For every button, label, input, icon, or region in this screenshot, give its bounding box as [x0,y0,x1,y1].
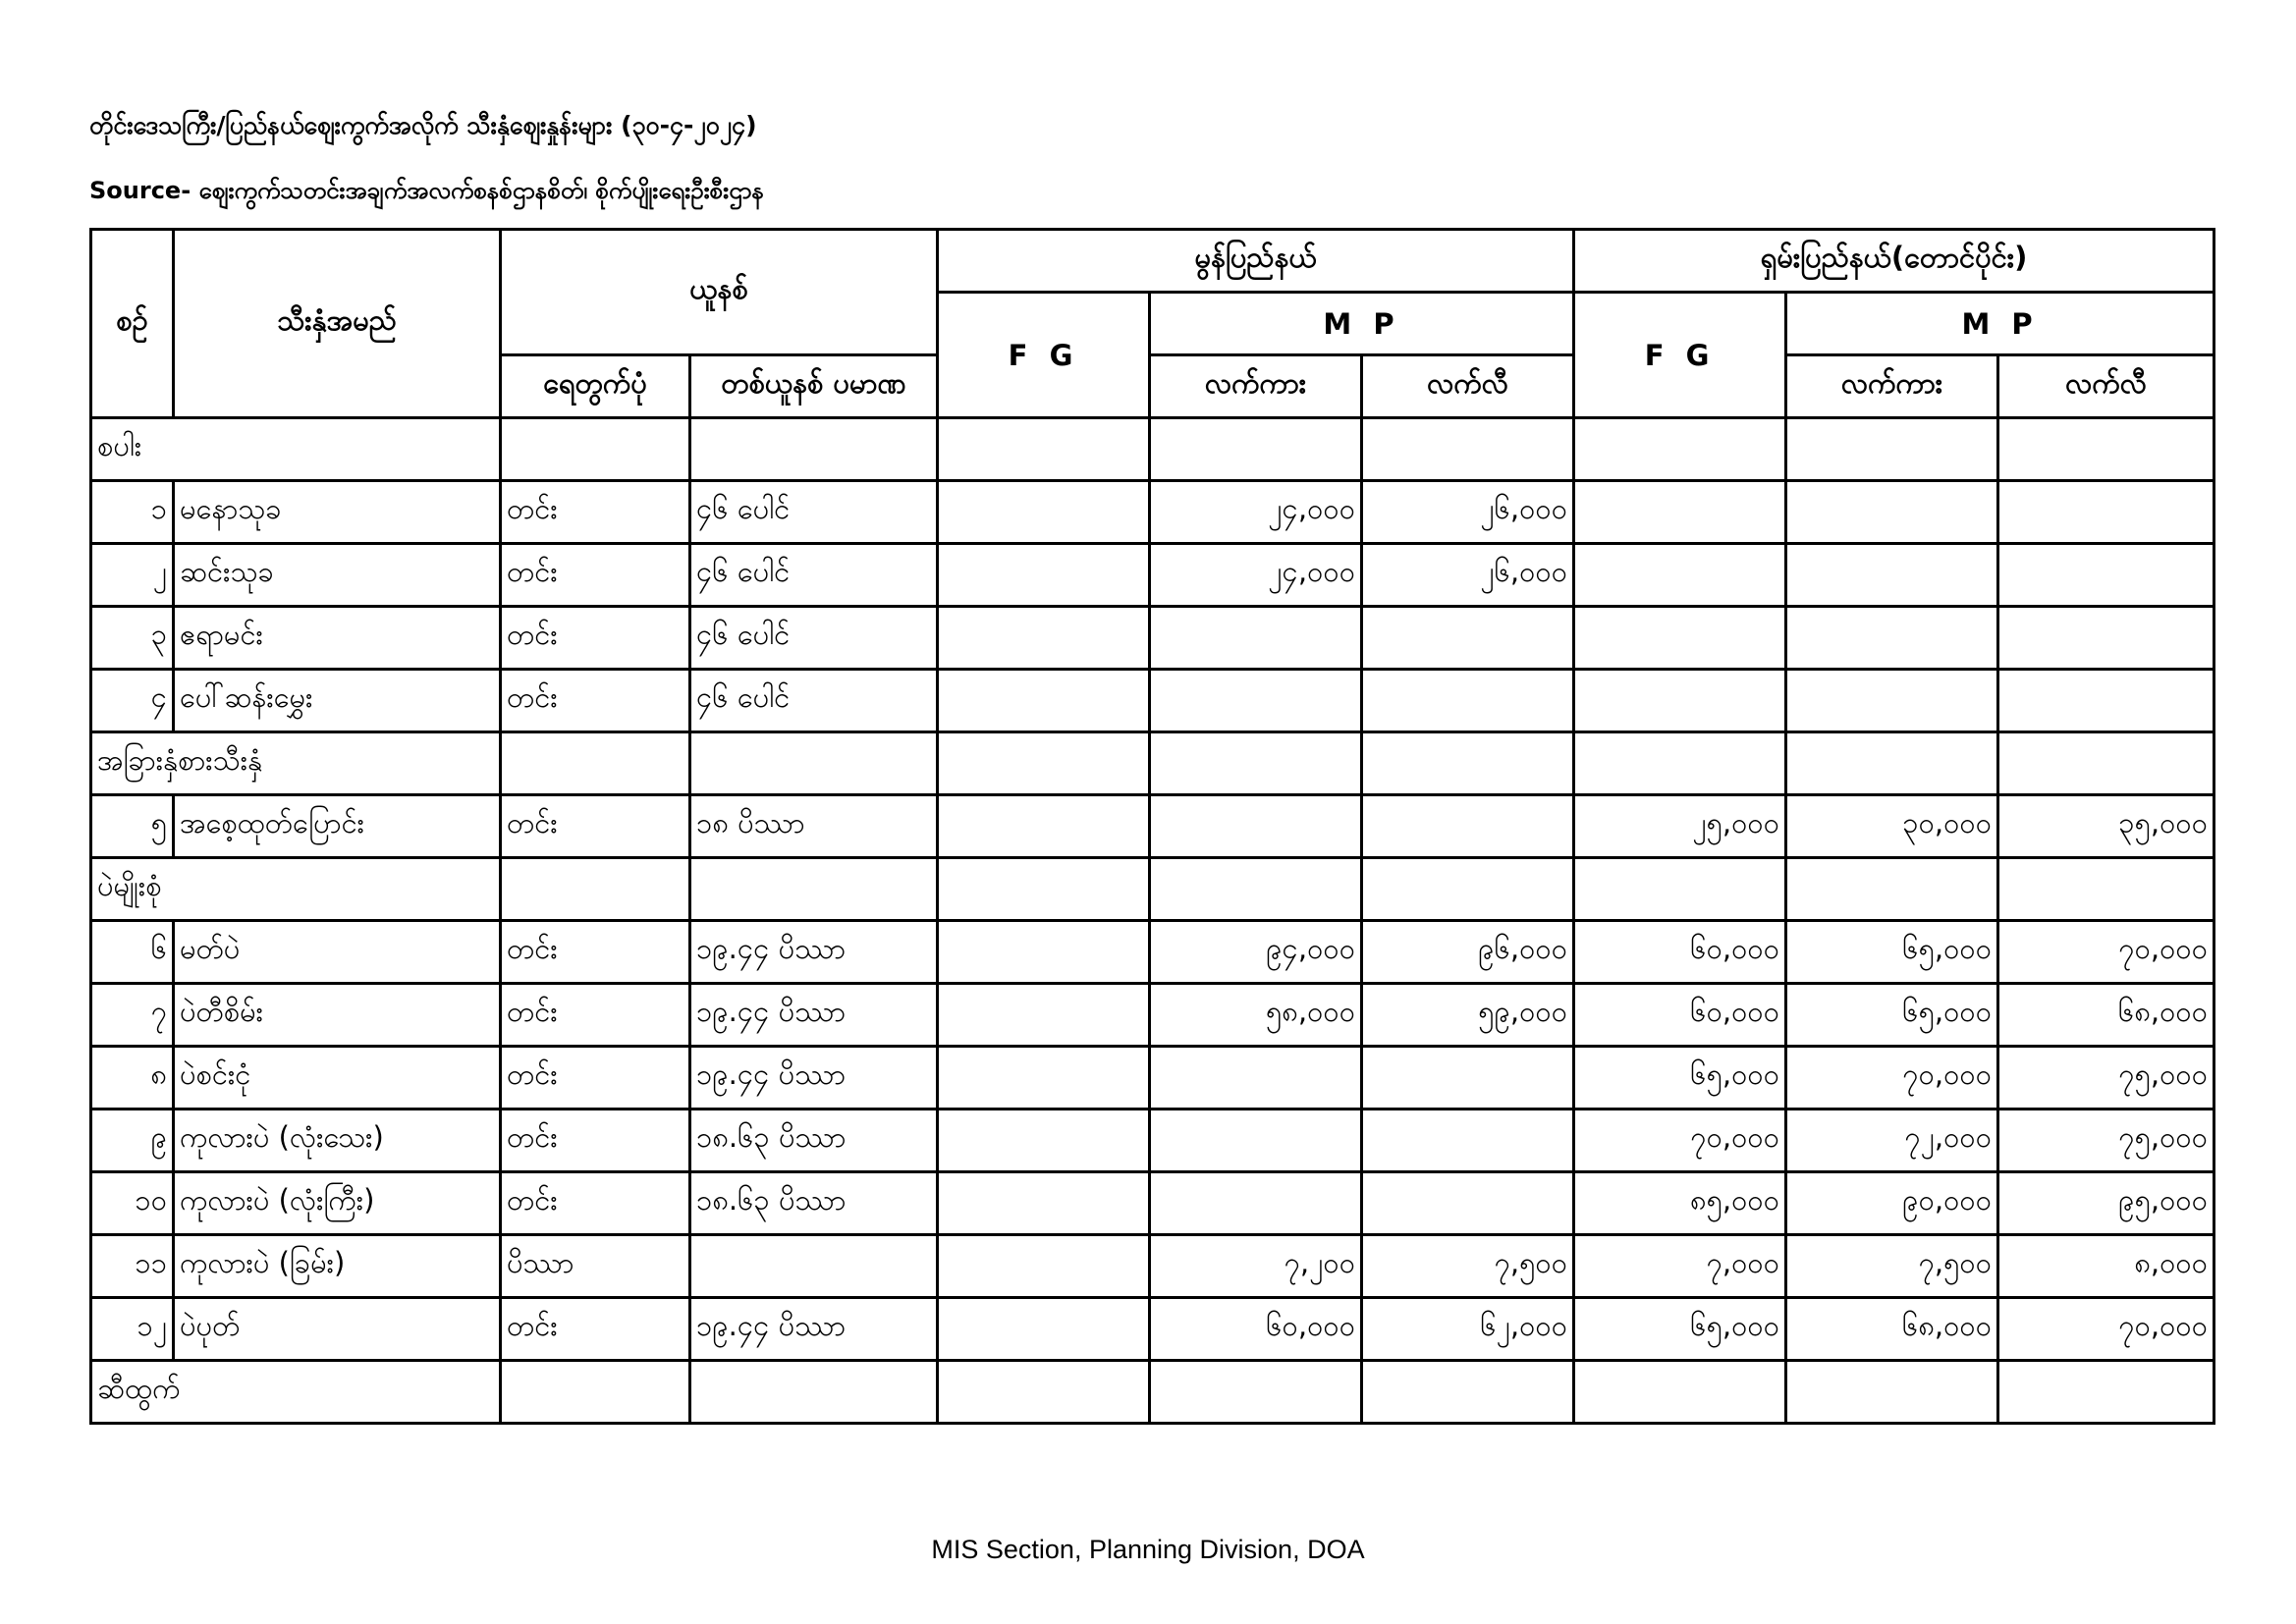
cell-mon-wholesale: ၂၄,၀၀၀ [1150,481,1362,544]
cell-mon-fg [938,984,1150,1047]
empty-cell [1786,858,1998,921]
empty-cell [1574,1361,1786,1424]
header-shan-fg: F G [1574,293,1786,418]
cell-serial: ၄ [91,670,174,732]
empty-cell [1150,418,1362,481]
cell-crop-name: ပေါ်ဆန်းမွှေး [174,670,501,732]
cell-unit-basis: ၁၉.၄၄ ပိဿာ [690,1298,938,1361]
cell-shan-wholesale: ၇၀,၀၀၀ [1786,1047,1998,1110]
table-row [91,1110,2214,1172]
page-footer: MIS Section, Planning Division, DOA [931,1535,1365,1564]
cell-mon-wholesale: ၅၈,၀၀၀ [1150,984,1362,1047]
cell-mon-fg [938,921,1150,984]
empty-cell [690,1361,938,1424]
cell-shan-fg: ၈၅,၀၀၀ [1574,1172,1786,1235]
cell-mon-retail [1362,1110,1574,1172]
empty-cell [501,732,690,795]
table-row [91,544,2214,607]
cell-shan-retail: ၈,၀၀၀ [1998,1235,2214,1298]
cell-mon-retail [1362,795,1574,858]
category-row [91,418,2214,481]
cell-crop-name: ဧရာမင်း [174,607,501,670]
cell-serial: ၇ [91,984,174,1047]
empty-cell [1998,418,2214,481]
cell-shan-wholesale: ၃၀,၀၀၀ [1786,795,1998,858]
cell-shan-fg: ၇၀,၀၀၀ [1574,1110,1786,1172]
cell-mon-fg [938,1110,1150,1172]
cell-shan-wholesale [1786,670,1998,732]
cell-shan-fg [1574,544,1786,607]
empty-cell [1362,732,1574,795]
empty-cell [1150,1361,1362,1424]
cell-unit: တင်း [501,1047,690,1110]
cell-mon-fg [938,1047,1150,1110]
header-serial: စဉ် [91,230,174,418]
cell-shan-retail: ၇၀,၀၀၀ [1998,1298,2214,1361]
cell-serial: ၃ [91,607,174,670]
empty-cell [1786,732,1998,795]
cell-crop-name: ကုလားပဲ (ခြမ်း) [174,1235,501,1298]
header-unit-basis: တစ်ယူနစ် ပမာဏ [690,355,938,418]
cell-mon-wholesale [1150,670,1362,732]
cell-shan-wholesale [1786,607,1998,670]
category-row [91,1361,2214,1424]
cell-unit: တင်း [501,481,690,544]
header-shan-wholesale: လက်ကား [1786,355,1998,418]
cell-shan-wholesale: ၇၂,၀၀၀ [1786,1110,1998,1172]
cell-serial: ၁ [91,481,174,544]
cell-mon-wholesale [1150,795,1362,858]
category-label: စပါး [91,418,501,481]
cell-mon-retail: ၂၆,၀၀၀ [1362,481,1574,544]
cell-mon-retail [1362,1047,1574,1110]
cell-unit: တင်း [501,1172,690,1235]
cell-shan-fg: ၆၅,၀၀၀ [1574,1047,1786,1110]
table-row [91,984,2214,1047]
cell-mon-wholesale [1150,1172,1362,1235]
cell-shan-retail [1998,481,2214,544]
cell-crop-name: ပဲစင်းငုံ [174,1047,501,1110]
cell-shan-wholesale: ၆၅,၀၀၀ [1786,984,1998,1047]
cell-mon-retail: ၇,၅၀၀ [1362,1235,1574,1298]
cell-mon-fg [938,607,1150,670]
empty-cell [690,858,938,921]
empty-cell [1150,732,1362,795]
table-body [91,418,2214,1424]
cell-unit-basis: ၄၆ ပေါင် [690,670,938,732]
cell-shan-retail [1998,544,2214,607]
cell-serial: ၉ [91,1110,174,1172]
header-region-mon: မွန်ပြည်နယ် [938,230,1574,293]
cell-unit-basis: ၄၆ ပေါင် [690,481,938,544]
empty-cell [1362,858,1574,921]
cell-mon-wholesale: ၆၀,၀၀၀ [1150,1298,1362,1361]
header-unit-group: ယူနစ် [501,230,938,355]
category-label: ဆီထွက် [91,1361,501,1424]
cell-crop-name: အစေ့ထုတ်ပြောင်း [174,795,501,858]
cell-crop-name: ပဲပုတ် [174,1298,501,1361]
cell-unit: တင်း [501,921,690,984]
empty-cell [938,858,1150,921]
header-unit: ရေတွက်ပုံ [501,355,690,418]
cell-shan-wholesale: ၆၈,၀၀၀ [1786,1298,1998,1361]
cell-shan-fg [1574,607,1786,670]
empty-cell [1574,732,1786,795]
cell-mon-wholesale [1150,607,1362,670]
cell-unit-basis [690,1235,938,1298]
cell-mon-wholesale: ၇,၂၀၀ [1150,1235,1362,1298]
table-row [91,1047,2214,1110]
cell-mon-fg [938,1235,1150,1298]
table-row [91,607,2214,670]
empty-cell [1998,1361,2214,1424]
cell-shan-retail: ၉၅,၀၀၀ [1998,1172,2214,1235]
cell-shan-wholesale [1786,544,1998,607]
empty-cell [1998,732,2214,795]
cell-shan-retail: ၇၅,၀၀၀ [1998,1047,2214,1110]
cell-unit-basis: ၄၆ ပေါင် [690,544,938,607]
cell-mon-fg [938,795,1150,858]
cell-crop-name: ဆင်းသုခ [174,544,501,607]
cell-unit: တင်း [501,1298,690,1361]
empty-cell [690,418,938,481]
empty-cell [501,418,690,481]
cell-mon-wholesale [1150,1110,1362,1172]
empty-cell [938,1361,1150,1424]
cell-shan-retail: ၆၈,၀၀၀ [1998,984,2214,1047]
cell-shan-fg: ၂၅,၀၀၀ [1574,795,1786,858]
cell-mon-fg [938,1298,1150,1361]
header-mon-mp: M P [1150,293,1574,355]
cell-unit-basis: ၁၉.၄၄ ပိဿာ [690,984,938,1047]
cell-unit: တင်း [501,795,690,858]
cell-crop-name: မနောသုခ [174,481,501,544]
cell-crop-name: ပဲတီစိမ်း [174,984,501,1047]
cell-shan-retail: ၇၀,၀၀၀ [1998,921,2214,984]
cell-mon-retail: ၉၆,၀၀၀ [1362,921,1574,984]
cell-unit: တင်း [501,544,690,607]
price-table [89,228,2215,1425]
header-crop-name: သီးနှံအမည် [174,230,501,418]
cell-shan-retail [1998,607,2214,670]
cell-mon-wholesale: ၂၄,၀၀၀ [1150,544,1362,607]
cell-shan-fg: ၆၀,၀၀၀ [1574,984,1786,1047]
table-row [91,921,2214,984]
cell-shan-wholesale: ၉၀,၀၀၀ [1786,1172,1998,1235]
cell-mon-retail [1362,607,1574,670]
cell-unit-basis: ၄၆ ပေါင် [690,607,938,670]
empty-cell [1786,418,1998,481]
category-row [91,732,2214,795]
cell-unit: တင်း [501,607,690,670]
document-title: တိုင်းဒေသကြီး/ပြည်နယ်ဈေးကွက်အလိုက် သီးနှံဈေးနှုန်းများ (၃၀-၄-၂၀၂၄) [89,111,757,139]
source-line: Source- ဈေးကွက်သတင်းအချက်အလက်စနစ်ဌာနစိတ်၊ စိုက်ပျိုးရေးဦးစီးဌာန [89,177,764,204]
cell-shan-fg: ၆၀,၀၀၀ [1574,921,1786,984]
cell-mon-fg [938,670,1150,732]
cell-shan-wholesale: ၆၅,၀၀၀ [1786,921,1998,984]
cell-mon-fg [938,544,1150,607]
empty-cell [1574,418,1786,481]
empty-cell [1362,1361,1574,1424]
category-label: အခြားနှံစားသီးနှံ [91,732,501,795]
cell-unit-basis: ၁၈.၆၃ ပိဿာ [690,1172,938,1235]
cell-shan-retail: ၇၅,၀၀၀ [1998,1110,2214,1172]
empty-cell [938,732,1150,795]
cell-unit: တင်း [501,1110,690,1172]
cell-serial: ၆ [91,921,174,984]
table-row [91,1298,2214,1361]
cell-unit-basis: ၁၈.၆၃ ပိဿာ [690,1110,938,1172]
table-row [91,1235,2214,1298]
cell-mon-wholesale: ၉၄,၀၀၀ [1150,921,1362,984]
empty-cell [690,732,938,795]
category-row [91,858,2214,921]
cell-shan-fg [1574,481,1786,544]
cell-mon-retail [1362,670,1574,732]
cell-serial: ၁၂ [91,1298,174,1361]
cell-unit-basis: ၁၈ ပိဿာ [690,795,938,858]
cell-mon-retail: ၅၉,၀၀၀ [1362,984,1574,1047]
header-shan-retail: လက်လီ [1998,355,2214,418]
cell-crop-name: ကုလားပဲ (လုံးကြီး) [174,1172,501,1235]
cell-mon-wholesale [1150,1047,1362,1110]
cell-mon-fg [938,481,1150,544]
cell-crop-name: ကုလားပဲ (လုံးသေး) [174,1110,501,1172]
header-region-shan-south: ရှမ်းပြည်နယ်(တောင်ပိုင်း) [1574,230,2214,293]
empty-cell [1574,858,1786,921]
empty-cell [1362,418,1574,481]
cell-serial: ၅ [91,795,174,858]
cell-shan-retail: ၃၅,၀၀၀ [1998,795,2214,858]
cell-mon-retail: ၆၂,၀၀၀ [1362,1298,1574,1361]
cell-shan-retail [1998,670,2214,732]
cell-shan-fg: ၇,၀၀၀ [1574,1235,1786,1298]
cell-unit: ပိဿာ [501,1235,690,1298]
cell-shan-wholesale: ၇,၅၀၀ [1786,1235,1998,1298]
empty-cell [1150,858,1362,921]
cell-mon-retail [1362,1172,1574,1235]
category-label: ပဲမျိုးစုံ [91,858,501,921]
empty-cell [938,418,1150,481]
cell-mon-fg [938,1172,1150,1235]
header-mon-retail: လက်လီ [1362,355,1574,418]
cell-shan-wholesale [1786,481,1998,544]
cell-unit-basis: ၁၉.၄၄ ပိဿာ [690,1047,938,1110]
cell-unit: တင်း [501,984,690,1047]
table-row [91,670,2214,732]
table-row [91,795,2214,858]
cell-unit: တင်း [501,670,690,732]
cell-shan-fg [1574,670,1786,732]
cell-serial: ၁၀ [91,1172,174,1235]
table-row [91,481,2214,544]
header-shan-mp: M P [1786,293,2214,355]
cell-serial: ၂ [91,544,174,607]
header-mon-fg: F G [938,293,1150,418]
cell-crop-name: မတ်ပဲ [174,921,501,984]
empty-cell [1786,1361,1998,1424]
cell-serial: ၈ [91,1047,174,1110]
cell-unit-basis: ၁၉.၄၄ ပိဿာ [690,921,938,984]
cell-shan-fg: ၆၅,၀၀၀ [1574,1298,1786,1361]
empty-cell [1998,858,2214,921]
header-mon-wholesale: လက်ကား [1150,355,1362,418]
table-row [91,1172,2214,1235]
cell-serial: ၁၁ [91,1235,174,1298]
empty-cell [501,858,690,921]
cell-mon-retail: ၂၆,၀၀၀ [1362,544,1574,607]
empty-cell [501,1361,690,1424]
